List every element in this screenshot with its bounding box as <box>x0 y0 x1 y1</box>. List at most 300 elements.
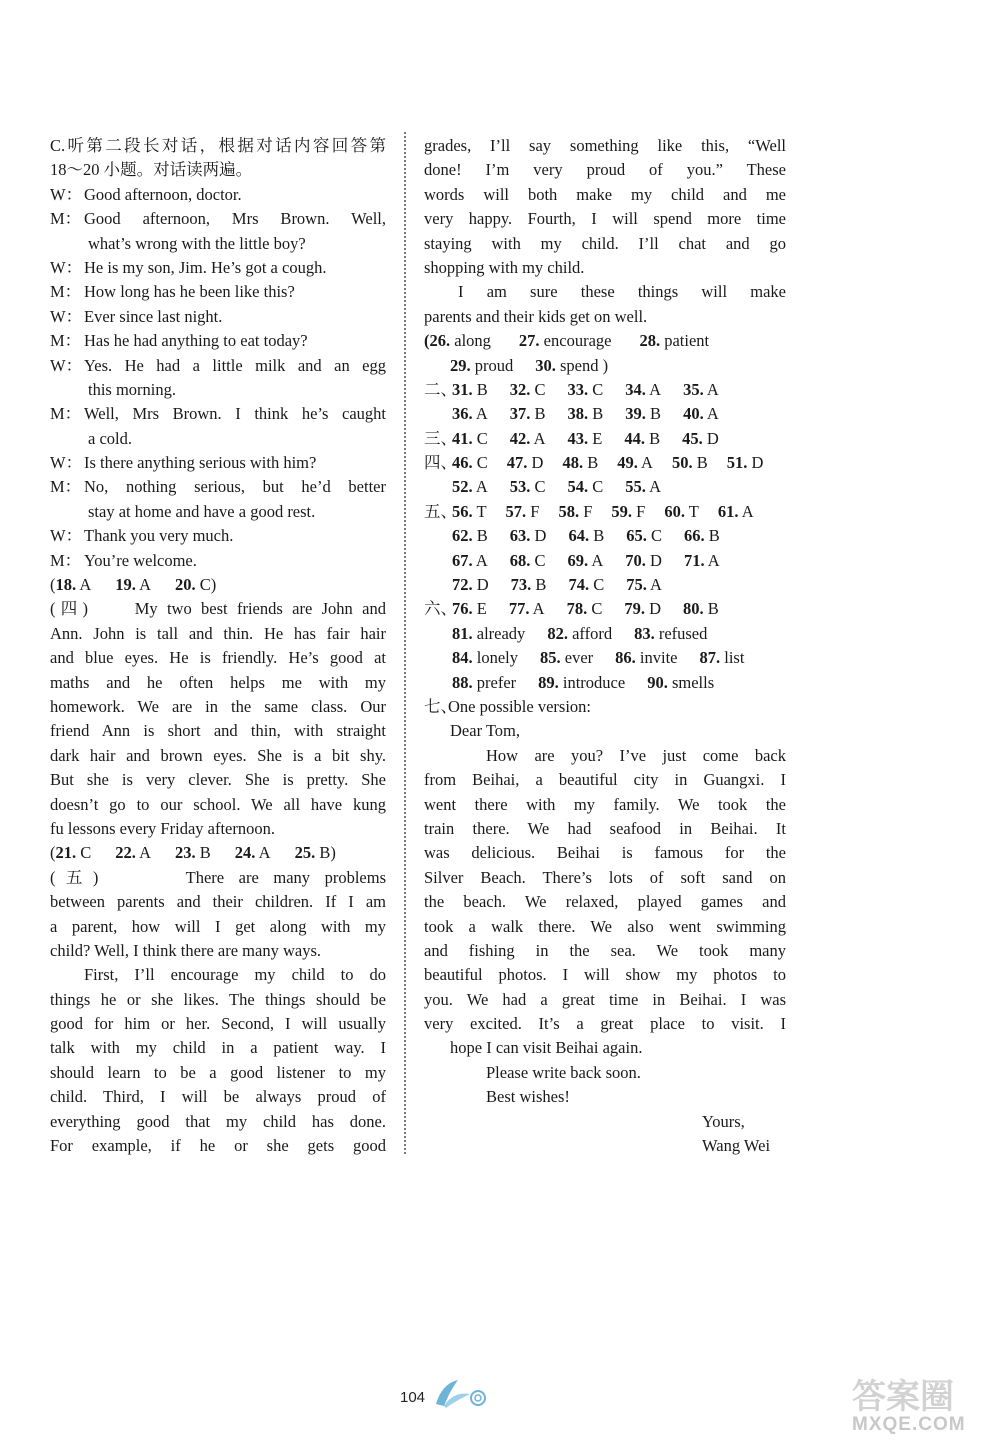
conclusion-last-line: parents and their kids get on well. <box>424 306 648 326</box>
answer-number: 33. <box>567 379 589 399</box>
answer-number: 36. <box>452 404 473 424</box>
answer-number: 48. <box>562 453 584 473</box>
dialogue-text: Well, Mrs Brown. I think he’s caught <box>84 404 386 424</box>
answer-number: 77. <box>508 599 530 619</box>
answer-row <box>424 646 786 670</box>
dialogue-line <box>50 524 386 548</box>
answer-number: 88. <box>452 672 473 692</box>
dialogue-line <box>50 183 386 207</box>
answer-value: A <box>645 477 662 497</box>
answer-row <box>424 622 786 646</box>
answer-number: 74. <box>568 575 590 595</box>
section-number: 二、 <box>424 379 457 399</box>
text-line: staying with my child. I’ll chat and go <box>424 233 786 253</box>
text-line: Silver Beach. There’s lots of soft sand on <box>424 867 786 887</box>
answer-number: 37. <box>509 404 531 424</box>
answer-value: prefer <box>472 672 517 692</box>
answer-row-items <box>448 402 741 426</box>
passage-5-first-line <box>50 866 386 890</box>
answer-item <box>452 597 487 621</box>
answer-item <box>625 475 661 499</box>
section-7-header <box>424 695 786 719</box>
passage-4-last-line: fu lessons every Friday afternoon. <box>50 818 275 838</box>
dialogue-line <box>50 500 386 524</box>
answer-item <box>617 451 653 475</box>
answer-item <box>452 427 488 451</box>
answer-number: (26. <box>424 331 451 351</box>
answer-number: 90. <box>647 672 668 692</box>
answer-row <box>424 500 786 524</box>
speaker-label: M： <box>50 209 82 229</box>
section-spacer <box>424 573 448 597</box>
answers-18-20 <box>50 573 386 597</box>
answer-number: 42. <box>509 428 531 448</box>
text-line: child. Third, I will be always proud of <box>50 1087 386 1107</box>
dialogue-text: How long has he been like this? <box>84 282 295 302</box>
answer-number: 40. <box>683 404 704 424</box>
answer-item <box>625 402 661 426</box>
speaker-spacer <box>50 500 84 524</box>
answer-number: 41. <box>452 428 473 448</box>
answer-item <box>567 597 603 621</box>
answer-item <box>452 402 488 426</box>
answer-item <box>509 597 545 621</box>
answer-number: 66. <box>683 526 705 546</box>
dialogue-line <box>50 256 386 280</box>
answer-value: C <box>588 477 604 497</box>
passage-5-p1-last-line: child? Well, I think there are many ways. <box>50 940 321 960</box>
answer-item <box>634 622 707 646</box>
letter-body <box>424 768 786 1036</box>
answer-item <box>510 402 546 426</box>
answer-item <box>510 549 546 573</box>
answer-item <box>452 378 488 402</box>
answer-number: 21. <box>55 843 77 863</box>
answer-item <box>568 549 604 573</box>
answer-number: 67. <box>452 550 473 570</box>
dialogue-text: Is there anything serious with him? <box>84 453 317 473</box>
answer-item <box>626 524 662 548</box>
answer-row <box>424 671 786 695</box>
answer-value: C) <box>195 575 217 595</box>
text-line: doesn’t go to our school. We all have kung <box>50 794 386 814</box>
answer-value: A <box>135 843 152 863</box>
answer-item <box>506 500 540 524</box>
answer-value: D <box>702 428 719 448</box>
speaker-label: W： <box>50 526 83 546</box>
answer-item <box>115 573 151 597</box>
section-spacer <box>424 549 448 573</box>
answer-number: 20. <box>175 575 196 595</box>
answer-item <box>175 841 211 865</box>
passage-4-body <box>50 622 386 817</box>
answer-value: spend ) <box>555 355 609 375</box>
text-line: train there. We had seafood in Beihai. It <box>424 818 786 838</box>
speaker-label: M： <box>50 550 82 570</box>
answer-item <box>538 671 625 695</box>
answer-value: B <box>704 526 720 546</box>
text-line: For example, if he or she gets good <box>50 1136 386 1156</box>
answer-value: B <box>531 575 547 595</box>
answer-row <box>424 402 786 426</box>
answer-number: 87. <box>699 648 721 668</box>
answer-number: 63. <box>509 526 531 546</box>
answer-value: A <box>255 843 271 863</box>
answer-number: 52. <box>452 477 473 497</box>
answer-item <box>511 573 547 597</box>
answer-item <box>718 500 754 524</box>
dialogue-text: No, nothing serious, but he’d better <box>84 477 386 497</box>
speaker-label: M： <box>50 282 82 302</box>
letter-signature-1: Yours, <box>702 1111 745 1131</box>
answer-number: 34. <box>625 379 646 399</box>
text-line: talk with my child in a patient way. I <box>50 1038 386 1058</box>
section-number: 三、 <box>424 428 457 448</box>
answer-row-items <box>448 549 742 573</box>
speaker-label: M： <box>50 331 82 351</box>
conclusion-first-line: I am sure these things will make <box>458 282 786 302</box>
answer-value: encourage <box>539 331 612 351</box>
answer-number: 61. <box>717 501 739 521</box>
answer-row-items <box>448 573 684 597</box>
answer-number: 57. <box>505 501 527 521</box>
passage-5-label: (五) <box>50 867 99 887</box>
answer-item <box>672 451 708 475</box>
speaker-spacer <box>50 378 84 402</box>
answer-item <box>452 549 488 573</box>
answer-number: 27. <box>518 331 540 351</box>
answer-item <box>235 841 271 865</box>
answer-item <box>626 573 662 597</box>
answer-value: B <box>589 526 605 546</box>
answer-value: A <box>76 575 92 595</box>
dialogue-line <box>50 427 386 451</box>
answer-number: 35. <box>683 379 704 399</box>
letter-closing-1: Please write back soon. <box>486 1062 641 1082</box>
dialogue-line <box>50 232 386 256</box>
dialogue-text: a cold. <box>88 428 132 448</box>
answer-value: C <box>472 453 488 473</box>
answer-number: 64. <box>568 526 590 546</box>
text-line: was delicious. Beihai is famous for the <box>424 843 786 863</box>
answer-item <box>684 524 720 548</box>
answer-item <box>540 646 593 670</box>
answer-value: A <box>472 477 488 497</box>
section-spacer <box>424 671 448 695</box>
answer-value: D <box>645 550 662 570</box>
section-spacer <box>424 622 448 646</box>
answer-value: A <box>637 453 653 473</box>
answer-number: 39. <box>625 404 646 424</box>
answer-value: A <box>529 599 545 619</box>
text-line: very happy. Fourth, I will spend more time <box>424 209 786 229</box>
answer-value: B <box>583 453 599 473</box>
passage-5-p2-first-line: First, I’ll encourage my child to do <box>84 965 386 985</box>
answer-item <box>547 622 612 646</box>
answer-number: 58. <box>558 501 580 521</box>
letter-closing-2: Best wishes! <box>486 1087 570 1107</box>
answer-row <box>424 451 786 475</box>
watermark <box>790 1376 980 1442</box>
text-line: good for him or her. Second, I will usually <box>50 1014 386 1034</box>
answer-item <box>568 475 604 499</box>
answer-value: B <box>472 526 488 546</box>
answer-number: 23. <box>175 843 196 863</box>
letter-greeting: Dear Tom, <box>450 721 521 741</box>
answer-item <box>699 646 744 670</box>
passage-4-first-line <box>50 597 386 621</box>
section-number: 七、 <box>424 696 457 716</box>
text-line: the beach. We relaxed, played games and <box>424 892 786 912</box>
answer-item <box>519 329 612 353</box>
dialogue-line <box>50 378 386 402</box>
passage-5-paragraph-2 <box>50 988 386 1159</box>
section-spacer <box>424 475 448 499</box>
speaker-label: M： <box>50 477 82 497</box>
answer-number: 28. <box>639 331 661 351</box>
answer-item <box>568 524 604 548</box>
section-number: 五、 <box>424 501 457 521</box>
section-number: 六、 <box>424 599 457 619</box>
answer-item <box>615 646 677 670</box>
dialogue-line <box>50 402 386 426</box>
answer-item <box>568 573 604 597</box>
answer-item <box>683 597 719 621</box>
answer-row-items <box>448 451 782 475</box>
answer-row <box>424 475 786 499</box>
text-line: beautiful photos. I will show my photos to <box>424 965 786 985</box>
answer-number: 38. <box>567 404 589 424</box>
answer-number: 49. <box>617 453 638 473</box>
answer-number: 85. <box>540 648 561 668</box>
answer-value: C <box>587 599 603 619</box>
dialogue-text: Ever since last night. <box>84 306 223 326</box>
answer-value: C <box>589 575 605 595</box>
dialogue-text: Good afternoon, doctor. <box>84 184 242 204</box>
answer-value: B <box>530 404 546 424</box>
answer-value: A <box>530 428 546 448</box>
answer-value: B) <box>315 843 336 863</box>
answer-item <box>452 622 525 646</box>
dialogue <box>50 183 386 573</box>
answer-item <box>727 451 764 475</box>
answer-item <box>510 475 546 499</box>
answer-item <box>624 427 660 451</box>
answer-value: patient <box>660 331 710 351</box>
answer-value: B <box>645 428 661 448</box>
text-line: things he or she likes. The things should be <box>50 989 386 1009</box>
answer-number: 79. <box>624 599 645 619</box>
answer-value: T <box>684 501 699 521</box>
answer-number: 43. <box>567 428 589 448</box>
dialogue-text: this morning. <box>88 379 177 399</box>
answer-number: 30. <box>535 355 556 375</box>
answer-item <box>625 549 662 573</box>
answer-row-items <box>448 475 683 499</box>
answer-item <box>682 427 719 451</box>
answer-number: 18. <box>55 575 77 595</box>
text-line: grades, I’ll say something like this, “Well <box>424 136 786 155</box>
answer-row-items <box>448 500 773 524</box>
answer-item <box>507 451 544 475</box>
answer-item <box>452 500 487 524</box>
answer-row-items <box>448 671 736 695</box>
answer-row <box>424 427 786 451</box>
answer-open-paren: ( <box>50 843 56 863</box>
answer-value: introduce <box>558 672 626 692</box>
letter-signature-2: Wang Wei <box>702 1136 771 1156</box>
answer-number: 60. <box>664 501 685 521</box>
answer-value: A <box>703 379 719 399</box>
answer-value: B <box>703 599 719 619</box>
answer-value: D <box>747 453 764 473</box>
dialogue-line <box>50 475 386 499</box>
letter-first-line: How are you? I’ve just come back <box>486 745 786 765</box>
answer-item <box>647 671 714 695</box>
answer-value: B <box>692 453 708 473</box>
answer-row <box>424 524 786 548</box>
text-line: homework. We are in the same class. Our <box>50 696 386 716</box>
answer-value: afford <box>567 623 613 643</box>
part-c-instruction-line2: 18～20 小题。对话读两遍。 <box>50 160 253 180</box>
answer-value: D <box>472 575 489 595</box>
answer-value: B <box>472 379 488 399</box>
answer-value: C <box>588 379 604 399</box>
answer-item <box>684 549 720 573</box>
left-column <box>50 134 386 1158</box>
answer-item <box>568 427 603 451</box>
answer-number: 62. <box>452 526 473 546</box>
answer-value: C <box>472 428 488 448</box>
dialogue-line <box>50 451 386 475</box>
answer-value: list <box>720 648 745 668</box>
answer-item <box>452 451 488 475</box>
dialogue-text: what’s wrong with the little boy? <box>88 233 306 253</box>
answer-value: A <box>472 404 488 424</box>
column-divider <box>404 132 406 1154</box>
answer-number: 22. <box>115 843 136 863</box>
text-line: a parent, how will I get along with my <box>50 916 386 936</box>
answer-value: A <box>645 379 662 399</box>
right-column <box>424 134 786 1158</box>
answer-number: 32. <box>509 379 531 399</box>
text-line: took a walk there. We also went swimming <box>424 916 786 936</box>
answer-value: A <box>135 575 152 595</box>
dialogue-text: Yes. He had a little milk and an egg <box>84 355 386 375</box>
speaker-spacer <box>50 427 84 451</box>
section-spacer <box>424 402 448 426</box>
answer-number: 46. <box>452 453 473 473</box>
answer-item <box>510 427 546 451</box>
answer-item <box>510 524 547 548</box>
answer-item <box>452 524 488 548</box>
answer-number: 81. <box>452 623 473 643</box>
answer-value: already <box>472 623 526 643</box>
text-line: friend Ann is short and thin, with straight <box>50 721 386 741</box>
watermark-logo-icon <box>790 1376 980 1416</box>
answer-item <box>452 646 518 670</box>
answer-number: 54. <box>567 477 589 497</box>
text-line: dark hair and brown eyes. She is a bit shy. <box>50 745 386 765</box>
text-line: done! I’m very proud of you.” These <box>424 160 786 180</box>
answer-number: 47. <box>506 453 528 473</box>
answer-number: 70. <box>625 550 646 570</box>
answer-number: 76. <box>452 599 473 619</box>
answer-item <box>624 597 661 621</box>
answer-value: B <box>645 404 662 424</box>
answer-number: 50. <box>671 453 693 473</box>
speaker-label: W： <box>50 355 83 375</box>
answer-value: F <box>579 501 593 521</box>
answer-value: B <box>195 843 211 863</box>
answer-row-items <box>448 646 766 670</box>
answer-item <box>175 573 216 597</box>
speaker-label: W： <box>50 306 83 326</box>
answer-number: 86. <box>615 648 636 668</box>
watermark-text: MXQE.COM <box>852 1414 966 1435</box>
speaker-spacer <box>50 232 84 256</box>
answer-value: C <box>76 843 92 863</box>
speaker-label: W： <box>50 453 83 473</box>
speaker-label: W： <box>50 257 83 277</box>
answer-number: 83. <box>634 623 655 643</box>
answer-value: refused <box>654 623 708 643</box>
answer-item <box>510 378 546 402</box>
dialogue-line <box>50 207 386 231</box>
answer-item <box>56 841 92 865</box>
answer-value: lonely <box>472 648 518 668</box>
text-line: words will both make my child and me <box>424 184 786 204</box>
answer-number: 78. <box>566 599 588 619</box>
answer-number: 73. <box>510 575 532 595</box>
answer-value: F <box>632 501 646 521</box>
answer-value: T <box>472 501 487 521</box>
answer-number: 71. <box>683 550 705 570</box>
answer-number: 45. <box>682 428 703 448</box>
text-line: everything good that my child has done. <box>50 1111 386 1131</box>
answer-row-items <box>448 378 741 402</box>
answer-value: C <box>530 477 546 497</box>
answer-value: ever <box>560 648 594 668</box>
text-line: and blue eyes. He is friendly. He’s good at <box>50 648 386 668</box>
answer-value: smells <box>667 672 715 692</box>
answer-item <box>664 500 699 524</box>
text-line: from Beihai, a beautiful city in Guangxi. I <box>424 770 786 790</box>
answer-value: C <box>530 379 546 399</box>
passage-5-first-text: There are many problems <box>185 867 386 887</box>
answer-value: A <box>703 404 719 424</box>
answer-number: 84. <box>452 648 473 668</box>
answer-value: D <box>527 453 544 473</box>
text-line: went there with my family. We took the <box>424 794 786 814</box>
answer-item <box>452 671 516 695</box>
answer-value: A <box>588 550 604 570</box>
answer-number: 82. <box>547 623 568 643</box>
dialogue-line <box>50 354 386 378</box>
answer-sections <box>424 378 786 719</box>
answer-number: 89. <box>538 672 559 692</box>
answer-value: C <box>646 526 662 546</box>
answers-29-30 <box>424 354 786 378</box>
text-line: between parents and their children. If I am <box>50 892 386 912</box>
part-c-instruction-line1: C.听第二段长对话，根据对话内容回答第 <box>50 136 386 155</box>
answer-number: 80. <box>683 599 704 619</box>
answer-number: 65. <box>626 526 647 546</box>
answer-item <box>424 329 491 353</box>
section-number: 四、 <box>424 453 457 473</box>
answer-value: A <box>704 550 720 570</box>
answer-value: E <box>588 428 603 448</box>
